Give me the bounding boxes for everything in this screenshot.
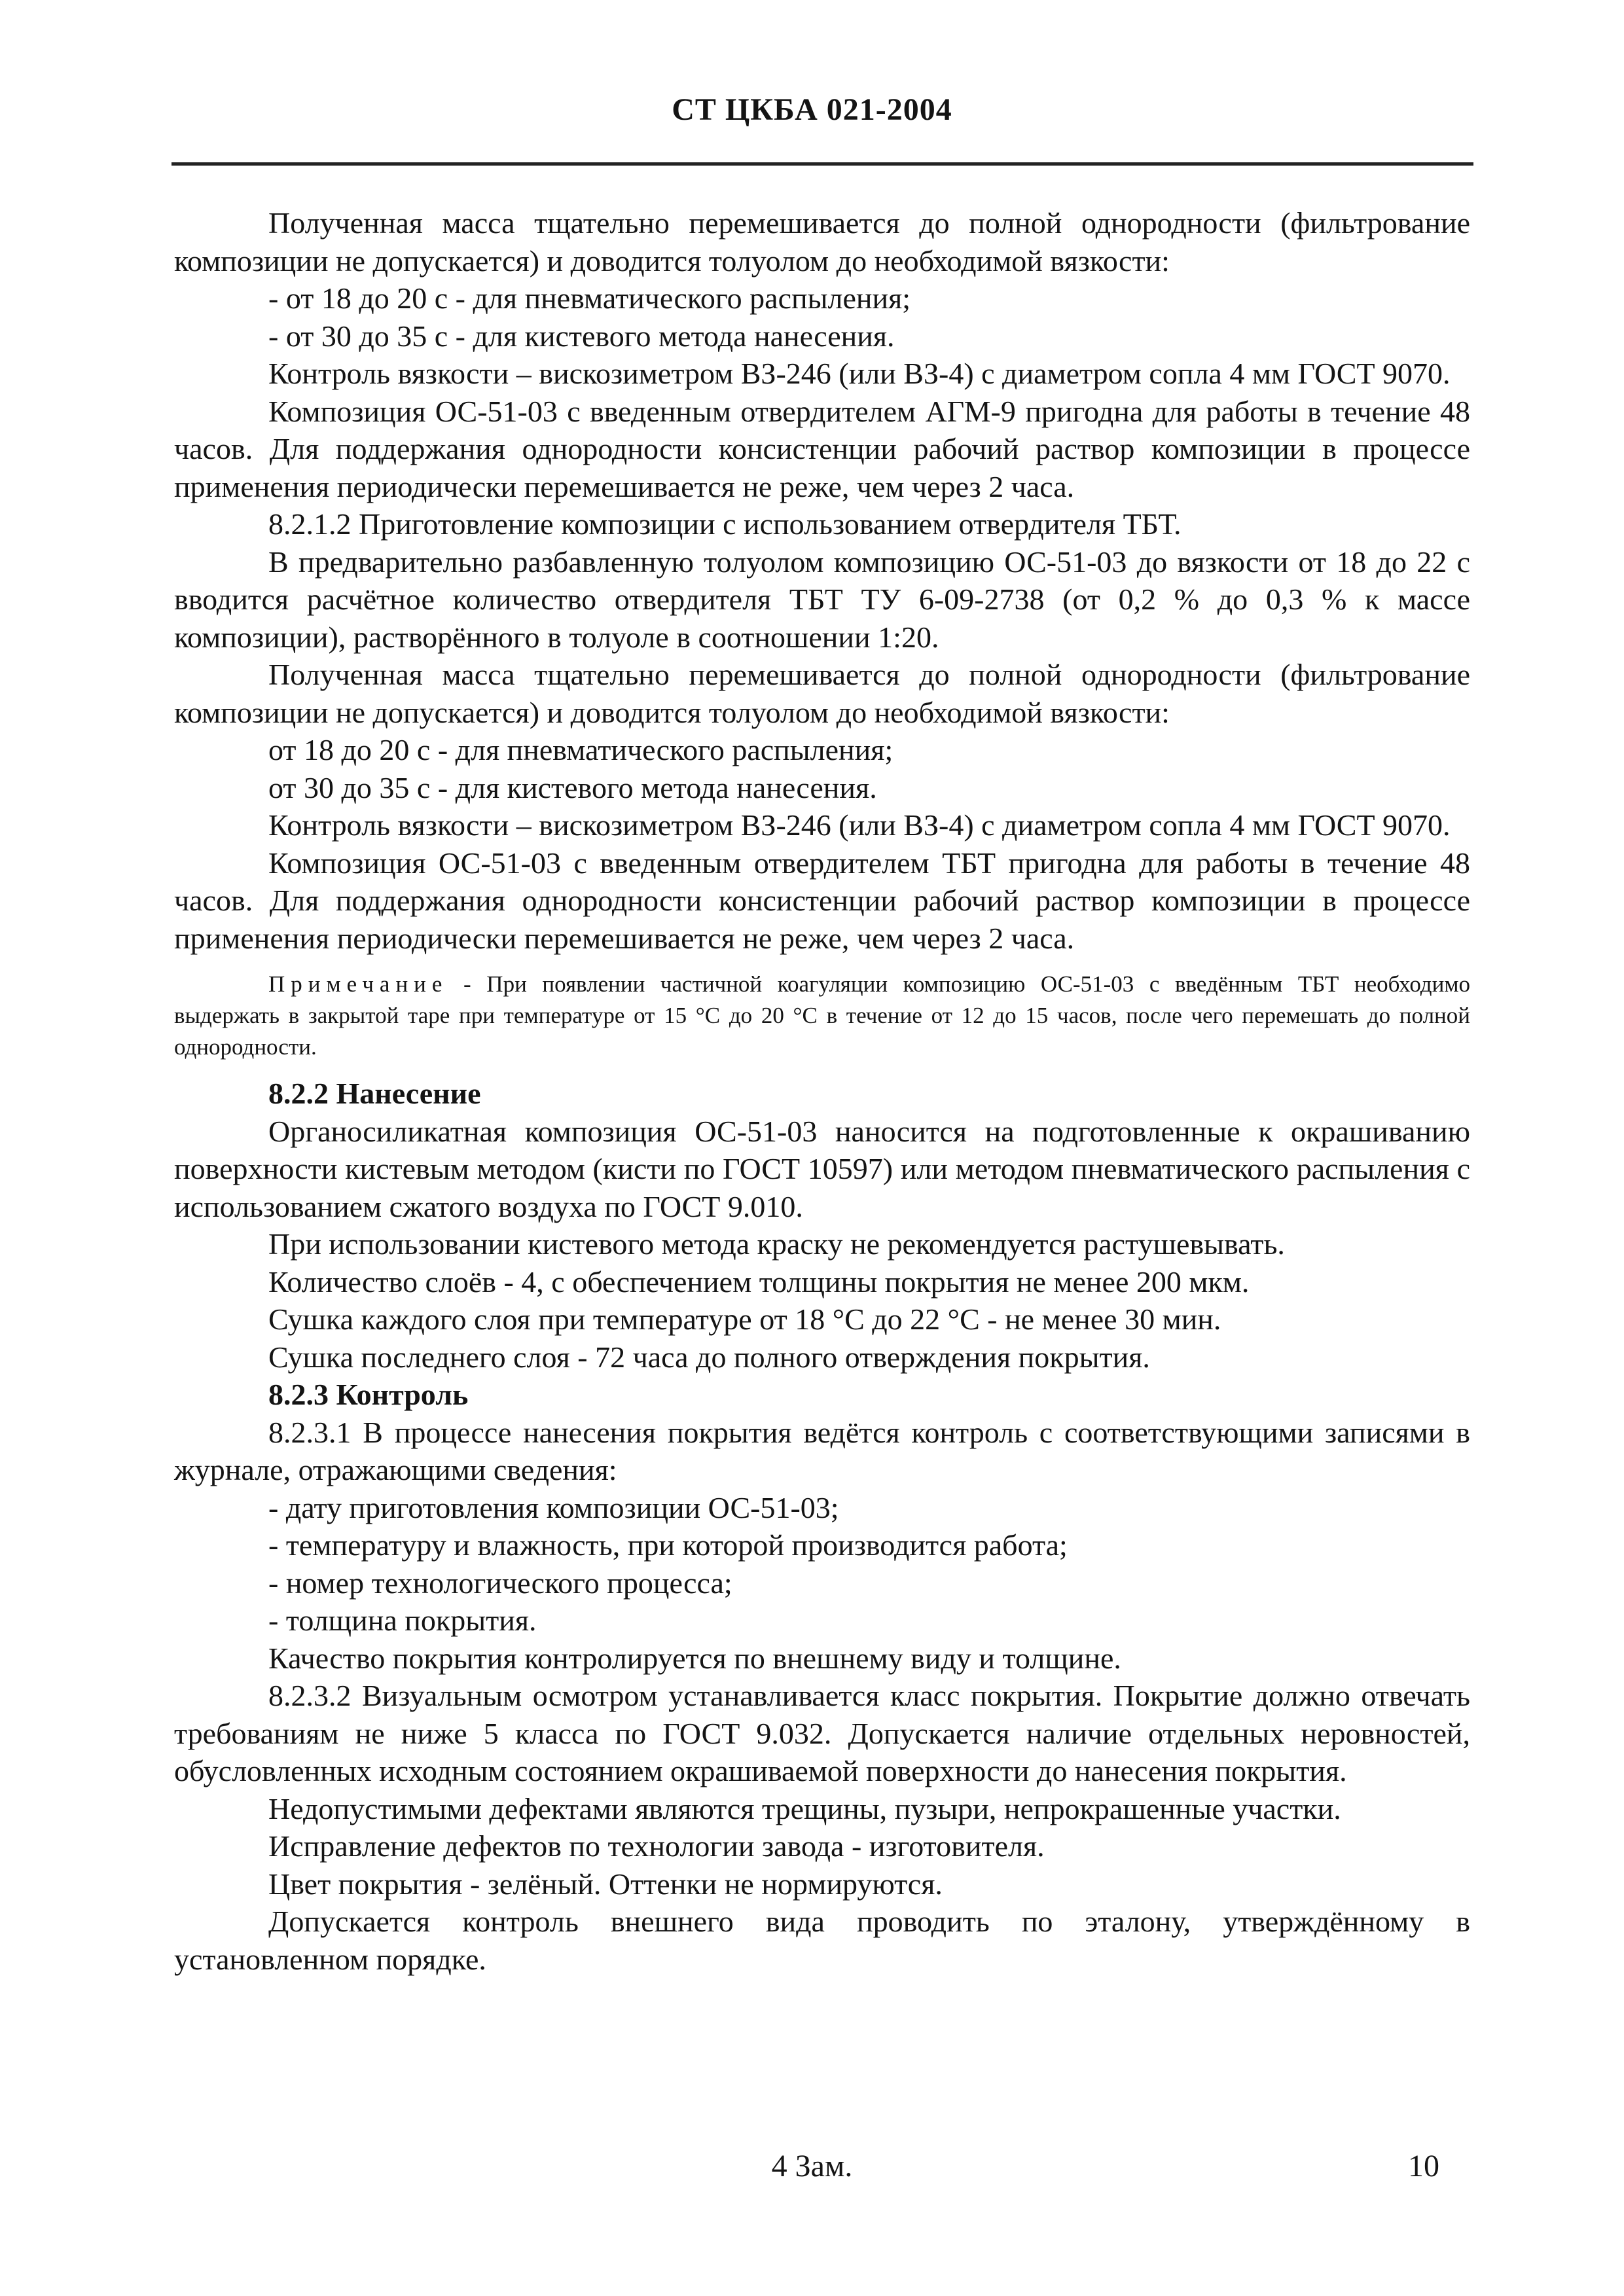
list-item: от 18 до 20 с - для пневматического распыления;	[268, 733, 893, 766]
paragraph: Недопустимыми дефектами являются трещины, пузыри, непрокрашенные участки.	[268, 1791, 1341, 1825]
paragraph: Полученная масса тщательно перемешивается до полной однородности (фильтрование композиции не допускается) и доводится толуолом до необходимой вязкости:	[174, 658, 1470, 729]
document-code: СТ ЦКБА 021-2004	[672, 92, 952, 127]
list-item: - дату приготовления композиции ОС-51-03;	[268, 1490, 839, 1524]
paragraph: 8.2.3.1 В процессе нанесения покрытия ведётся контроль с соответствующими записями в журнале, отражающими сведения:	[174, 1415, 1470, 1486]
paragraph: 8.2.3.2 Визуальным осмотром устанавливается класс покрытия. Покрытие должно отвечать требованиям не ниже 5 класса по ГОСТ 9.032. Допускается наличие отдельных неровностей, обусловленных исходным состоянием окрашиваемой поверхности до нанесения покрытия.	[174, 1679, 1470, 1787]
paragraph: Исправление дефектов по технологии завода - изготовителя.	[268, 1829, 1045, 1863]
header-divider	[171, 162, 1473, 166]
paragraph: Цвет покрытия - зелёный. Оттенки не нормируются.	[268, 1867, 943, 1901]
paragraph: Сушка каждого слоя при температуре от 18 °С до 22 °С - не менее 30 мин.	[268, 1302, 1221, 1336]
paragraph: Контроль вязкости – вискозиметром ВЗ-246 (или ВЗ-4) с диаметром сопла 4 мм ГОСТ 9070.	[268, 357, 1451, 390]
paragraph: Полученная масса тщательно перемешивается до полной однородности (фильтрование композиции не допускается) и доводится толуолом до необходимой вязкости:	[174, 206, 1470, 278]
list-item: - номер технологического процесса;	[268, 1566, 732, 1600]
note	[174, 969, 1470, 1063]
paragraph: Композиция ОС-51-03 с введенным отвердителем ТБТ пригодна для работы в течение 48 часов. Для поддержания однородности консистенции рабочий раствор композиции в процессе применения периодически перемешивается не реже, чем через 2 часа.	[174, 846, 1470, 955]
page-number: 10	[1408, 2149, 1439, 2183]
section-heading-application: 8.2.2 Нанесение	[268, 1077, 481, 1110]
note-label: Примечание	[268, 971, 448, 997]
paragraph: Органосиликатная композиция ОС-51-03 наносится на подготовленные к окрашиванию поверхности кистевым методом (кисти по ГОСТ 10597) или методом пневматического распыления с использованием сжатого воздуха по ГОСТ 9.010.	[174, 1114, 1470, 1223]
paragraph: Сушка последнего слоя - 72 часа до полного отверждения покрытия.	[268, 1340, 1150, 1374]
note-text: - При появлении частичной коагуляции композицию ОС-51-03 с введённым ТБТ необходимо выдержать в закрытой таре при температуре от 15 °С до 20 °С в течение от 12 до 15 часов, после чего перемешать до полной однородности.	[174, 971, 1470, 1060]
paragraph: В предварительно разбавленную толуолом композицию ОС-51-03 до вязкости от 18 до 22 с вводится расчётное количество отвердителя ТБТ ТУ 6-09-2738 (от 0,2 % до 0,3 % к массе композиции), растворённого в толуоле в соотношении 1:20.	[174, 545, 1470, 654]
paragraph: При использовании кистевого метода краску не рекомендуется растушевывать.	[268, 1227, 1285, 1261]
list-item: от 30 до 35 с - для кистевого метода нанесения.	[268, 770, 877, 804]
paragraph: Контроль вязкости – вискозиметром ВЗ-246 (или ВЗ-4) с диаметром сопла 4 мм ГОСТ 9070.	[268, 808, 1451, 842]
list-item: - от 30 до 35 с - для кистевого метода нанесения.	[268, 319, 895, 353]
revision-mark: 4 Зам.	[771, 2149, 853, 2183]
list-item: - температуру и влажность, при которой производится работа;	[268, 1528, 1068, 1562]
paragraph: Допускается контроль внешнего вида проводить по эталону, утверждённому в установленном порядке.	[174, 1905, 1470, 1976]
section-heading-control: 8.2.3 Контроль	[268, 1378, 469, 1411]
list-item: - толщина покрытия.	[268, 1604, 537, 1637]
paragraph: Количество слоёв - 4, с обеспечением толщины покрытия не менее 200 мкм.	[268, 1265, 1250, 1299]
paragraph: Качество покрытия контролируется по внешнему виду и толщине.	[268, 1641, 1121, 1675]
list-item: - от 18 до 20 с - для пневматического распыления;	[268, 281, 911, 315]
subsection-title: 8.2.1.2 Приготовление композиции с использованием отвердителя ТБТ.	[268, 507, 1182, 541]
paragraph: Композиция ОС-51-03 с введенным отвердителем АГМ-9 пригодна для работы в течение 48 часов. Для поддержания однородности консистенции рабочий раствор композиции в процессе применения периодически перемешивается не реже, чем через 2 часа.	[174, 394, 1470, 503]
page-content	[174, 204, 1470, 1978]
